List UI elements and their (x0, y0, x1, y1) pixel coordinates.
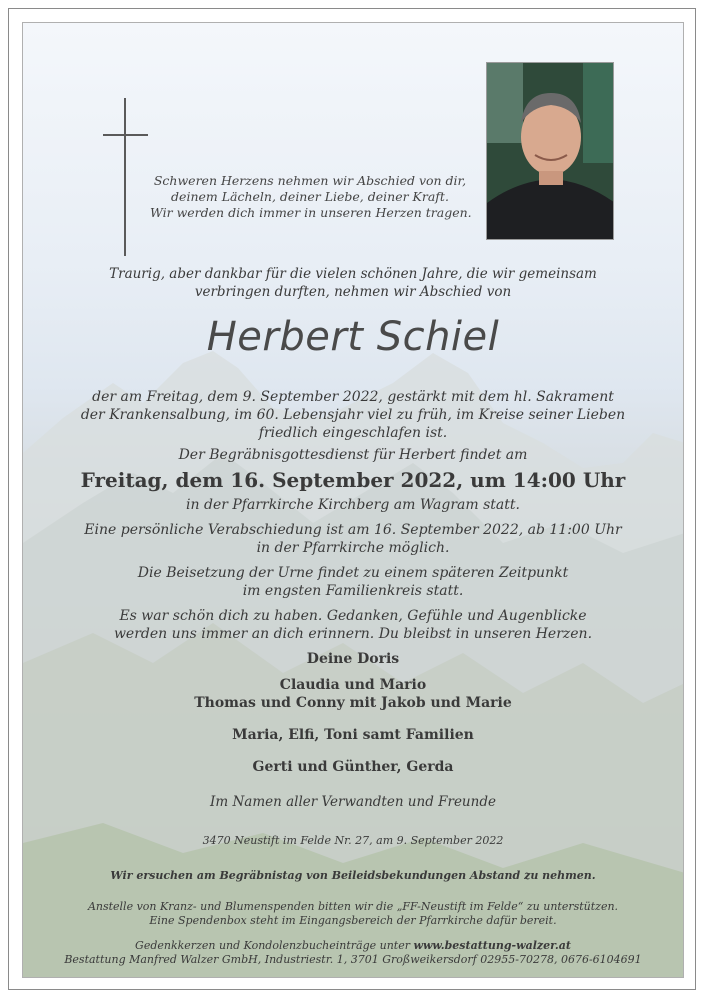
service-place: in der Pfarrkirche Kirchberg am Wagram statt. (186, 497, 520, 513)
mourner-others: Gerti und Günther, Gerda (252, 759, 454, 775)
mourner-all: Im Namen aller Verwandten und Freunde (210, 794, 496, 810)
service-date: Freitag, dem 16. September 2022, um 14:00 Uhr (80, 468, 626, 492)
condolence-request: Wir ersuchen am Begräbnistag von Beileidsbekundungen Abstand zu nehmen. (110, 869, 596, 882)
portrait-photo (486, 62, 614, 240)
footer-line-2: Bestattung Manfred Walzer GmbH, Industriestr. 1, 3701 Großweikersdorf 02955-70278, 0676-6104691 (64, 953, 642, 966)
urn-line-1: Die Beisetzung der Urne findet zu einem späteren Zeitpunkt (137, 565, 569, 581)
cross-icon (124, 98, 126, 256)
footer-url[interactable]: www.bestattung-walzer.at (413, 939, 571, 952)
death-line-2: der Krankensalbung, im 60. Lebensjahr viel zu früh, im Kreise seiner Lieben (80, 407, 626, 423)
mourner-wife: Deine Doris (306, 651, 400, 667)
death-line-1: der am Freitag, dem 9. September 2022, gestärkt mit dem hl. Sakrament (92, 389, 614, 405)
donations-line-2: Eine Spendenbox steht im Eingangsbereich der Pfarrkirche dafür bereit. (149, 914, 557, 927)
quote-line-3: Wir werden dich immer in unseren Herzen tragen. (150, 205, 472, 220)
intro-line-1: Traurig, aber dankbar für die vielen schönen Jahre, die wir gemeinsam (109, 266, 597, 282)
mourner-siblings: Maria, Elfi, Toni samt Familien (232, 727, 474, 743)
place-date: 3470 Neustift im Felde Nr. 27, am 9. September 2022 (202, 834, 504, 847)
quote-line-2: deinem Lächeln, deiner Liebe, deiner Kraft. (171, 189, 449, 204)
quote-line-1: Schweren Herzens nehmen wir Abschied von dir, (153, 173, 467, 188)
intro-line-2: verbringen durften, nehmen wir Abschied von (194, 284, 512, 300)
portrait-image (487, 63, 614, 240)
deceased-name: Herbert Schiel (206, 314, 500, 360)
cross-icon-bar (103, 134, 148, 136)
footer-line-1 (0, 939, 706, 952)
farewell-line-1: Eine persönliche Verabschiedung ist am 16. September 2022, ab 11:00 Uhr (84, 522, 622, 538)
service-intro: Der Begräbnisgottesdienst für Herbert findet am (178, 447, 528, 463)
donations-line-1: Anstelle von Kranz- und Blumenspenden bitten wir die „FF-Neustift im Felde“ zu unterstützen. (87, 900, 619, 913)
closing-line-2: werden uns immer an dich erinnern. Du bleibst in unseren Herzen. (113, 626, 593, 642)
footer-prefix: Gedenkkerzen und Kondolenzbucheinträge unter (135, 939, 414, 952)
mourner-children-1: Claudia und Mario (279, 677, 427, 693)
farewell-line-2: in der Pfarrkirche möglich. (256, 540, 450, 556)
closing-line-1: Es war schön dich zu haben. Gedanken, Gefühle und Augenblicke (119, 608, 587, 624)
death-line-3: friedlich eingeschlafen ist. (258, 425, 448, 441)
mourner-children-2: Thomas und Conny mit Jakob und Marie (194, 695, 512, 711)
urn-line-2: im engsten Familienkreis statt. (242, 583, 464, 599)
